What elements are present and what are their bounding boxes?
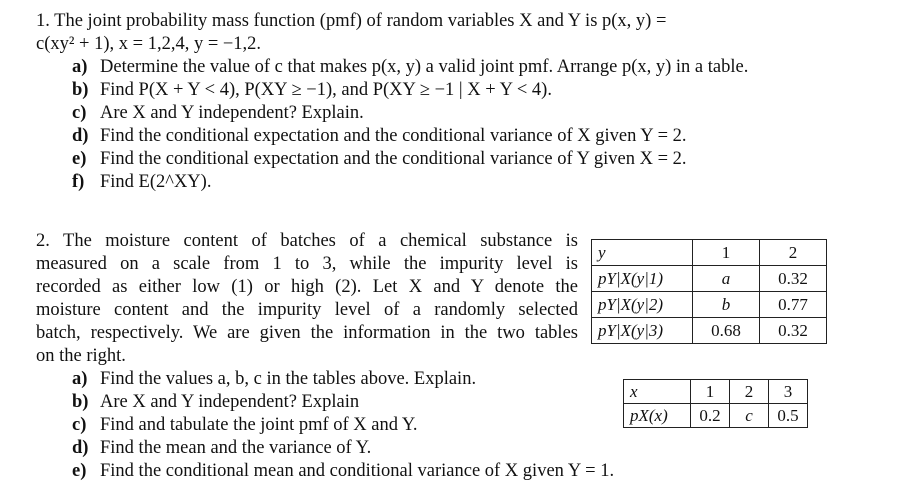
table-cell: pY|X(y|1) — [592, 266, 693, 292]
problem-2-items — [36, 368, 614, 483]
table-cell: 0.32 — [760, 318, 827, 344]
problem-2-line-4: moisture content and the impurity level of a randomly selected — [36, 300, 578, 320]
table-cell: pY|X(y|2) — [592, 292, 693, 318]
problem-1-item-e: e) Find the conditional expectation and the conditional variance of Y given X = 2. — [72, 149, 687, 169]
table-cell: pX(x) — [624, 404, 691, 428]
table-row — [592, 318, 827, 344]
problem-2-line-3: recorded as either low (1) or high (2). Let X and Y denote the — [36, 277, 578, 297]
problem-2-intro — [36, 230, 578, 368]
problem-1-item-a: a) Determine the value of c that makes p(x, y) a valid joint pmf. Arrange p(x, y) in a table. — [72, 57, 749, 77]
conditional-pmf-table — [591, 239, 827, 344]
problem-1-line-2: c(xy² + 1), x = 1,2,4, y = −1,2. — [36, 34, 262, 54]
table-row — [592, 266, 827, 292]
table-cell: c — [730, 404, 769, 428]
table-row — [592, 292, 827, 318]
table-row — [624, 380, 808, 404]
table-cell: y — [592, 240, 693, 266]
table-cell: 0.5 — [769, 404, 808, 428]
table-row — [624, 404, 808, 428]
table-cell: 2 — [760, 240, 827, 266]
problem-2-line-1: 2. The moisture content of batches of a chemical substance is — [36, 231, 578, 251]
table-cell: 3 — [769, 380, 808, 404]
problem-2-line-5: batch, respectively. We are given the information in the two tables — [36, 323, 578, 343]
problem-1-item-c: c) Are X and Y independent? Explain. — [72, 103, 364, 123]
problem-2-line-2: measured on a scale from 1 to 3, while the impurity level is — [36, 254, 578, 274]
table-cell: 1 — [693, 240, 760, 266]
table-cell: 0.32 — [760, 266, 827, 292]
problem-2-item-e: e) Find the conditional mean and conditional variance of X given Y = 1. — [72, 461, 615, 481]
table-cell: a — [693, 266, 760, 292]
problem-2-item-a: a) Find the values a, b, c in the tables above. Explain. — [72, 369, 477, 389]
problem-1-line-1: 1. The joint probability mass function (pmf) of random variables X and Y is p(x, y) = — [36, 11, 667, 31]
table-cell: 2 — [730, 380, 769, 404]
problem-1-item-f: f) Find E(2^XY). — [72, 172, 212, 192]
table-cell: 0.77 — [760, 292, 827, 318]
table-cell: pY|X(y|3) — [592, 318, 693, 344]
marginal-pmf-table — [623, 379, 808, 428]
problem-2-line-6: on the right. — [36, 346, 126, 366]
problem-1-item-d: d) Find the conditional expectation and the conditional variance of X given Y = 2. — [72, 126, 687, 146]
table-cell: x — [624, 380, 691, 404]
problem-1 — [36, 10, 896, 194]
table-row — [592, 240, 827, 266]
problem-2-item-b: b) Are X and Y independent? Explain — [72, 392, 360, 412]
problem-2-item-c: c) Find and tabulate the joint pmf of X and Y. — [72, 415, 418, 435]
table-cell: 0.2 — [691, 404, 730, 428]
problem-1-item-b: b) Find P(X + Y < 4), P(XY ≥ −1), and P(XY ≥ −1 | X + Y < 4). — [72, 80, 552, 100]
table-cell: 0.68 — [693, 318, 760, 344]
table-cell: 1 — [691, 380, 730, 404]
problem-2-item-d: d) Find the mean and the variance of Y. — [72, 438, 372, 458]
table-cell: b — [693, 292, 760, 318]
